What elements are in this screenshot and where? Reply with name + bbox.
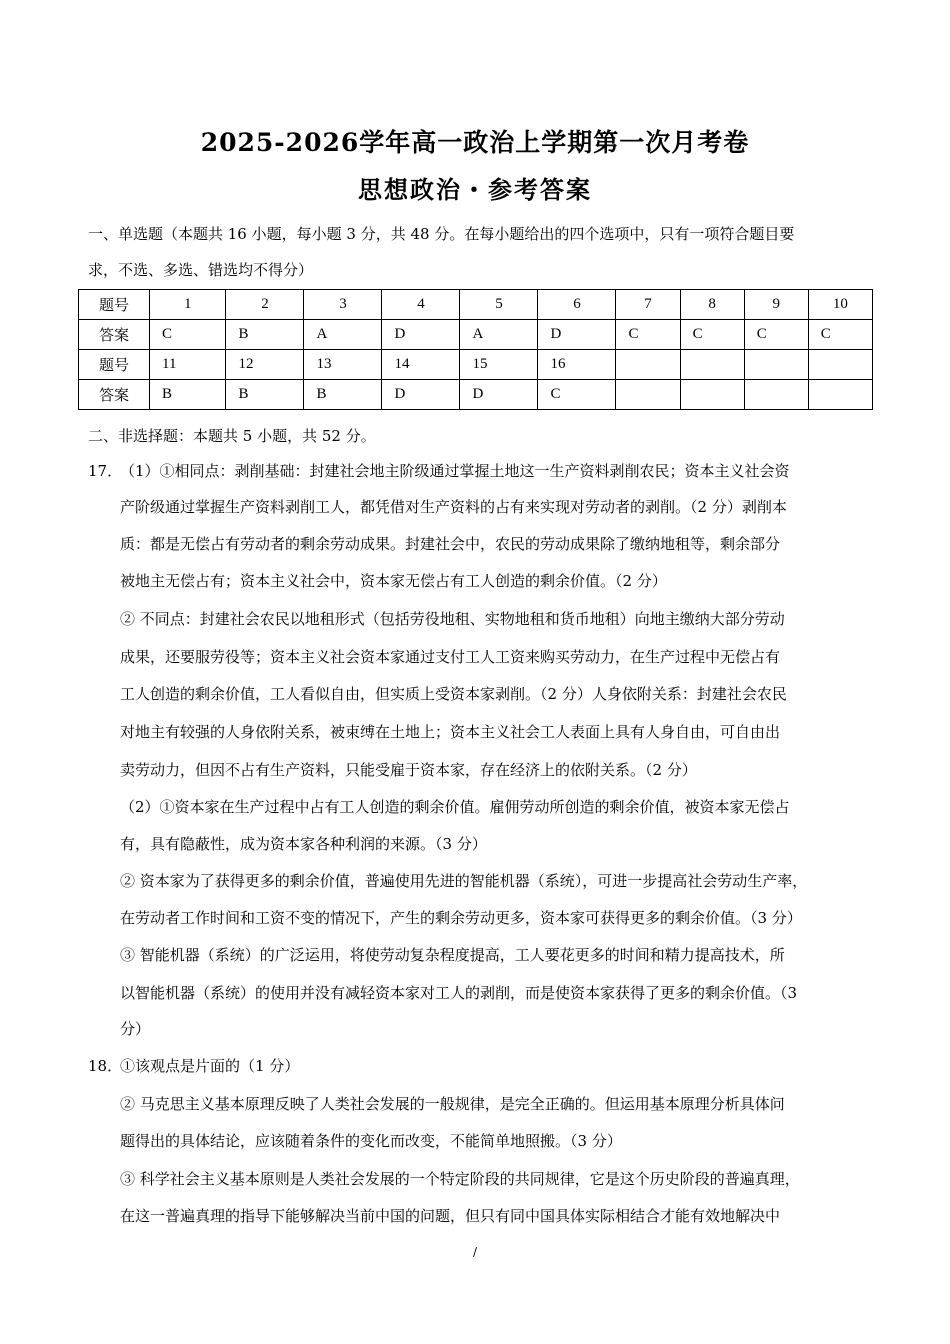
number-cell: 6: [538, 290, 616, 320]
table-row: [79, 380, 873, 410]
number-cell: 12: [226, 350, 304, 380]
answer-cell: [808, 380, 872, 410]
table-row: [79, 290, 873, 320]
number-cell: [808, 350, 872, 380]
answer-cell: C: [744, 320, 808, 350]
section1-instructions-line1: 一、单选题（本题共 16 小题，每小题 3 分，共 48 分。在每小题给出的四个选项中，只有一项符合题目要: [88, 225, 795, 243]
answer-line: ② 资本家为了获得更多的剩余价值，普遍使用先进的智能机器（系统），可进一步提高社会劳动生产率，: [120, 872, 808, 890]
answer-cell: C: [808, 320, 872, 350]
number-cell: 9: [744, 290, 808, 320]
answer-cell: D: [382, 380, 460, 410]
answer-cell: D: [460, 380, 538, 410]
answer-cell: A: [304, 320, 382, 350]
answer-cell: A: [460, 320, 538, 350]
number-cell: 1: [150, 290, 226, 320]
number-cell: 3: [304, 290, 382, 320]
question-number: 17．: [88, 462, 123, 480]
number-cell: 16: [538, 350, 616, 380]
answer-line: 产阶级通过掌握生产资料剥削工人，都凭借对生产资料的占有来实现对劳动者的剥削。（2 分）剥削本: [120, 498, 787, 516]
answer-cell: B: [226, 380, 304, 410]
number-cell: 13: [304, 350, 382, 380]
answer-line: 分）: [120, 1020, 151, 1038]
answer-cell: D: [538, 320, 616, 350]
answer-line: ③ 智能机器（系统）的广泛运用，将使劳动复杂程度提高，工人要花更多的时间和精力提高技术，所: [120, 946, 785, 964]
answer-cell: [680, 380, 744, 410]
number-cell: 7: [616, 290, 680, 320]
answer-cell: B: [304, 380, 382, 410]
answer-cell: B: [226, 320, 304, 350]
answer-line: 以智能机器（系统）的使用并没有减轻资本家对工人的剥削，而是使资本家获得了更多的剩余价值。（3: [120, 984, 798, 1002]
answer-line: 成果，还要服劳役等；资本主义社会资本家通过支付工人工资来购买劳动力，在生产过程中无偿占有: [120, 648, 781, 666]
number-cell: [680, 350, 744, 380]
answer-line: ①该观点是片面的（1 分）: [120, 1057, 300, 1075]
answer-line: 被地主无偿占有；资本主义社会中，资本家无偿占有工人创造的剩余价值。（2 分）: [120, 572, 667, 590]
table-row: [79, 320, 873, 350]
number-cell: [616, 350, 680, 380]
page-subtitle: 思想政治・参考答案: [358, 175, 592, 204]
answer-cell: D: [382, 320, 460, 350]
answer-table: [78, 289, 873, 410]
answer-line: （2）①资本家在生产过程中占有工人创造的剩余价值。雇佣劳动所创造的剩余价值，被资本家无偿占: [120, 798, 790, 816]
number-cell: 4: [382, 290, 460, 320]
number-cell: 5: [460, 290, 538, 320]
answer-line: 工人创造的剩余价值，工人看似自由，但实质上受资本家剥削。（2 分）人身依附关系：封建社会农民: [120, 685, 787, 703]
page-footer: /: [472, 1245, 478, 1259]
answer-line: （1）①相同点：剥削基础：封建社会地主阶级通过掌握土地这一生产资料剥削农民；资本主义社会资: [120, 462, 790, 480]
answer-line: 对地主有较强的人身依附关系，被束缚在土地上；资本主义社会工人表面上具有人身自由，可自由出: [120, 723, 781, 741]
table-row: [79, 350, 873, 380]
answer-cell: C: [538, 380, 616, 410]
number-cell: 15: [460, 350, 538, 380]
section1-instructions-line2: 求，不选、多选、错选均不得分）: [88, 261, 314, 279]
answer-line: 卖劳动力，但因不占有生产资料，只能受雇于资本家，存在经济上的依附关系。（2 分）: [120, 761, 697, 779]
answer-cell: C: [616, 320, 680, 350]
answer-line: 有，具有隐蔽性，成为资本家各种利润的来源。（3 分）: [120, 835, 487, 853]
header-cell: 题号: [79, 290, 150, 320]
header-cell: 答案: [79, 380, 150, 410]
section2-heading: 二、非选择题：本题共 5 小题，共 52 分。: [88, 427, 376, 445]
answer-line: 质：都是无偿占有劳动者的剩余劳动成果。封建社会中，农民的劳动成果除了缴纳地租等，剩余部分: [120, 535, 781, 553]
number-cell: 14: [382, 350, 460, 380]
answer-line: 在这一普遍真理的指导下能够解决当前中国的问题，但只有同中国具体实际相结合才能有效地解决中: [120, 1207, 781, 1225]
answer-line: 在劳动者工作时间和工资不变的情况下，产生的剩余劳动更多，资本家可获得更多的剩余价值。（3 分）: [120, 909, 802, 927]
answer-cell: C: [680, 320, 744, 350]
page-title: 2025-2026学年高一政治上学期第一次月考卷: [200, 128, 750, 157]
number-cell: [744, 350, 808, 380]
number-cell: 8: [680, 290, 744, 320]
answer-cell: B: [150, 380, 226, 410]
question-number: 18．: [88, 1057, 123, 1075]
number-cell: 11: [150, 350, 226, 380]
answer-cell: [744, 380, 808, 410]
answer-cell: [616, 380, 680, 410]
answer-cell: C: [150, 320, 226, 350]
answer-line: ② 不同点：封建社会农民以地租形式（包括劳役地租、实物地租和货币地租）向地主缴纳大部分劳动: [120, 610, 785, 628]
answer-line: ③ 科学社会主义基本原则是人类社会发展的一个特定阶段的共同规律，它是这个历史阶段的普遍真理，: [120, 1170, 800, 1188]
number-cell: 2: [226, 290, 304, 320]
answer-line: ② 马克思主义基本原理反映了人类社会发展的一般规律，是完全正确的。但运用基本原理分析具体问: [120, 1095, 785, 1113]
answer-line: 题得出的具体结论，应该随着条件的变化而改变，不能简单地照搬。（3 分）: [120, 1132, 622, 1150]
header-cell: 题号: [79, 350, 150, 380]
header-cell: 答案: [79, 320, 150, 350]
number-cell: 10: [808, 290, 872, 320]
